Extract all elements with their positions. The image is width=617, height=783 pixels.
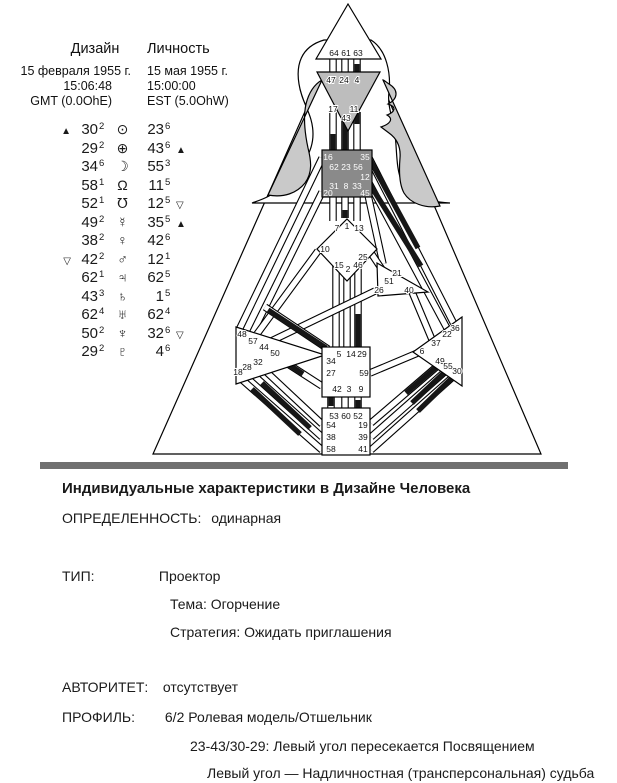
gate: 54 [326,420,336,430]
gate: 13 [354,223,364,233]
personality-gate: 35 [147,213,164,231]
gate: 7 [334,223,340,233]
design-gate: 42 [81,250,98,268]
personality-marker: ▽ [176,200,184,211]
design-line: 4 [99,306,105,317]
design-line: 2 [99,232,105,243]
design-line: 2 [99,343,105,354]
gate: 35 [360,152,370,162]
page-title: Индивидуальные характеристики в Дизайне Человека [62,480,471,497]
gate: 16 [323,152,333,162]
gate: 51 [384,276,394,286]
personality-zone: EST (5.0OhW) [147,94,229,108]
design-gate: 62 [81,306,98,323]
personality-date: 15 мая 1955 г. [147,64,228,78]
personality-time: 15:00:00 [147,79,196,93]
design-gate: 52 [81,195,98,212]
personality-line: 6 [165,232,171,243]
design-gate: 30 [81,121,98,138]
gate: 61 [341,48,351,58]
gate: 10 [320,244,330,254]
planet-row [56,306,191,325]
gate: 27 [326,368,336,378]
gate: 56 [353,162,363,172]
gate: 42 [332,384,342,394]
type-label: ТИП: [62,568,95,584]
design-gate: 62 [81,269,98,286]
design-column-header: Дизайн [70,41,120,57]
gate: 4 [354,75,360,85]
personality-gate: 43 [147,139,164,157]
gate: 18 [233,367,243,377]
design-date: 15 февраля 1955 г. [20,64,131,78]
gate: 49 [435,356,445,366]
gate: 22 [442,329,452,339]
gate: 6 [419,346,425,356]
personality-column-header: Личность [147,41,210,57]
divider-bar [40,462,568,469]
planet-row [56,232,191,251]
gate: 52 [353,411,363,421]
gate: 5 [336,349,342,359]
personality-marker: ▲ [176,218,186,230]
design-marker: ▽ [63,255,71,267]
design-marker: ▲ [61,126,71,137]
design-line: 2 [99,213,105,225]
gate: 24 [339,75,349,85]
profile-value: 6/2 Ролевая модель/Отшельник [164,709,372,725]
personality-gate: 12 [147,250,164,268]
personality-gate: 11 [148,176,164,194]
personality-gate: 42 [147,232,164,249]
authority-value: отсутствует [162,679,238,695]
gate: 44 [259,342,269,352]
mercury-icon: ☿ [117,213,128,230]
definition-label: ОПРЕДЕЛЕННОСТЬ: [62,510,202,526]
gate: 50 [270,348,280,358]
gate: 45 [360,188,370,198]
definition-row [62,510,281,526]
planet-row [56,140,191,159]
gate: 21 [392,268,402,278]
gate: 53 [329,411,339,421]
personality-line: 1 [165,250,171,262]
profile-label: ПРОФИЛЬ: [62,709,135,725]
mars-icon: ♂ [117,250,128,267]
theme-line: Тема: Огорчение [170,596,281,612]
design-line: 2 [99,250,105,262]
gate: 46 [353,260,363,270]
planet-row [56,288,191,307]
gate: 47 [326,75,336,85]
personality-gate: 4 [155,343,164,360]
personality-line: 6 [165,324,171,336]
gate: 15 [334,260,344,270]
design-gate: 58 [81,176,98,194]
gate: 26 [374,285,384,295]
design-gate: 50 [81,324,98,342]
type-row [62,568,220,584]
planet-row [56,177,191,196]
gate: 14 [346,349,356,359]
gate: 34 [326,356,336,366]
gate: 28 [242,362,252,372]
personality-gate: 55 [147,158,164,175]
design-line: 1 [99,195,105,206]
gate: 19 [358,420,368,430]
gate: 12 [360,172,370,182]
gate: 41 [358,444,368,454]
personality-gate: 23 [147,121,164,138]
authority-row [62,679,238,695]
design-gate: 38 [81,232,98,249]
type-value: Проектор [158,568,221,584]
design-gate: 49 [81,213,98,231]
gate: 30 [452,366,462,376]
personality-marker: ▽ [176,329,184,341]
planet-row [56,325,191,344]
gate: 40 [404,285,414,295]
personality-line: 5 [165,176,171,188]
planet-row [56,158,191,177]
gate: 33 [352,181,362,191]
personality-line: 5 [165,287,171,299]
personality-line: 4 [165,306,171,317]
personality-line: 5 [165,195,171,206]
strategy-line: Стратегия: Ожидать приглашения [170,624,392,640]
planet-row [56,214,191,233]
gate: 8 [343,181,349,191]
gate: 29 [357,349,367,359]
gate: 23 [341,162,351,172]
definition-value: одинарная [211,510,282,526]
profile-cross-line: 23-43/30-29: Левый угол пересекается Посвящением [190,738,535,754]
design-line: 6 [99,158,105,169]
design-gate: 34 [81,158,98,175]
design-line: 2 [99,121,105,132]
gate: 43 [341,113,351,123]
gate: 1 [344,221,350,231]
gate: 37 [431,338,441,348]
design-line: 3 [99,287,105,299]
gate: 38 [326,432,336,442]
profile-row [62,709,372,725]
personality-line: 6 [165,343,171,354]
personality-line: 5 [165,269,171,280]
personality-line: 3 [165,158,171,169]
personality-line: 6 [165,121,171,132]
planet-row [56,251,191,270]
design-gate: 29 [81,343,98,360]
gate: 36 [450,323,460,333]
south-node-icon: ℧ [117,195,128,211]
design-time: 15:06:48 [63,79,112,93]
design-gate: 29 [81,139,98,157]
saturn-icon: ♄ [117,287,128,304]
personality-marker: ▲ [176,144,186,156]
profile-angle-line: Левый угол — Надличностная (трансперсональная) судьба [207,765,595,781]
gate: 63 [353,48,363,58]
design-line: 1 [99,269,105,280]
gate: 3 [346,384,352,394]
gate: 59 [359,368,369,378]
personality-gate: 32 [147,324,164,342]
personality-gate: 12 [147,195,164,212]
gate: 64 [329,48,339,58]
pluto-icon: ♇ [117,343,128,359]
moon-icon: ☽ [116,158,129,174]
gate: 31 [329,181,339,191]
personality-gate: 62 [147,306,164,323]
earth-icon: ⊕ [116,139,129,156]
design-line: 1 [99,176,105,188]
design-gate: 43 [81,287,98,305]
gate: 62 [329,162,339,172]
personality-gate: 62 [147,269,164,286]
gate: 55 [443,361,453,371]
planet-row [56,195,191,214]
design-line: 2 [99,324,105,336]
north-node-icon: Ω [117,176,128,193]
uranus-icon: ♅ [117,306,128,322]
sun-icon: ⊙ [116,121,129,137]
gate: 20 [323,188,333,198]
gate: 9 [358,384,364,394]
gate: 32 [253,357,263,367]
planet-row [56,343,191,362]
gate: 48 [237,329,247,339]
planet-row [56,269,191,288]
gate: 2 [345,264,351,274]
neptune-icon: ♆ [117,324,128,341]
jupiter-icon: ♃ [117,269,128,285]
personality-line: 5 [165,213,171,225]
personality-line: 6 [165,139,171,151]
venus-icon: ♀ [117,232,128,248]
design-line: 2 [99,139,105,151]
gate: 57 [248,336,258,346]
personality-gate: 1 [155,287,164,305]
gate: 17 [328,104,338,114]
authority-label: АВТОРИТЕТ: [62,679,149,695]
gate: 58 [326,444,336,454]
gate: 11 [349,104,359,114]
gate: 39 [358,432,368,442]
gate: 25 [358,252,368,262]
design-zone: GMT (0.0OhE) [30,94,112,108]
planet-row [56,121,191,140]
gate: 60 [341,411,351,421]
